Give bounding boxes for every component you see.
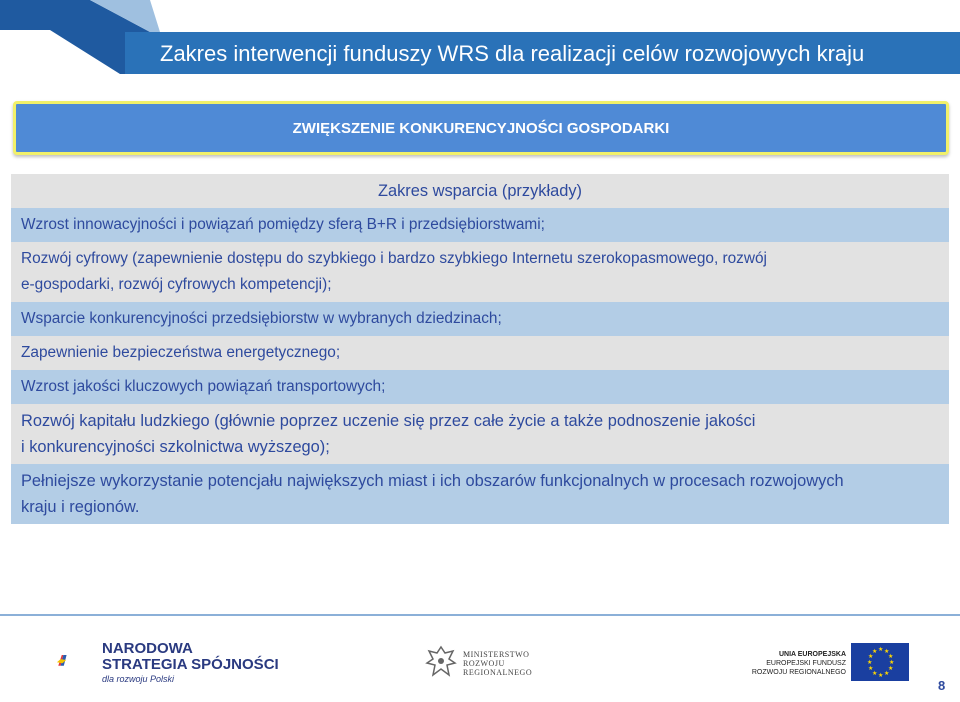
section-banner: ZWIĘKSZENIE KONKURENCYJNOŚCI GOSPODARKI [13, 101, 949, 155]
eu-flag-icon [851, 643, 909, 681]
svg-text:★: ★ [868, 665, 874, 672]
row-text: e-gospodarki, rozwój cyfrowych kompetencji); [21, 276, 332, 293]
row-text: Zapewnienie bezpieczeństwa energetycznego; [21, 344, 341, 361]
ue-line-1: UNIA EUROPEJSKA [778, 651, 846, 658]
nss-line-2: STRATEGIA SPÓJNOŚCI [102, 656, 279, 673]
svg-text:★: ★ [884, 670, 890, 677]
table-heading: Zakres wsparcia (przykłady) [11, 174, 949, 208]
table-row [11, 464, 949, 524]
mrr-line-1: MINISTERSTWO [463, 650, 530, 659]
page-title: Zakres interwencji funduszy WRS dla realizacji celów rozwojowych kraju [160, 41, 865, 66]
row-text: i konkurencyjności szkolnictwa wyższego); [21, 438, 330, 456]
ue-line-3: ROZWOJU REGIONALNEGO [751, 669, 846, 676]
page-number: 8 [938, 678, 946, 693]
svg-text:★: ★ [888, 665, 894, 672]
nss-line-3: dla rozwoju Polski [102, 674, 175, 684]
support-scope-table [11, 174, 949, 524]
svg-text:★: ★ [888, 653, 894, 660]
row-text: Wzrost innowacyjności i powiązań pomiędzy sferą B+R i przedsiębiorstwami; [21, 216, 545, 233]
row-text: Wsparcie konkurencyjności przedsiębiorstw w wybranych dziedzinach; [21, 310, 502, 327]
footer-divider [0, 614, 960, 616]
mrr-line-3: REGIONALNEGO [463, 668, 533, 677]
row-text: Rozwój cyfrowy (zapewnienie dostępu do szybkiego i bardzo szybkiego Internetu szerokopasmowego, rozwój [21, 250, 767, 267]
svg-text:★: ★ [889, 659, 895, 666]
nss-line-1: NARODOWA [102, 640, 193, 657]
table-row [11, 404, 949, 464]
table-row [11, 208, 949, 242]
table-row [11, 370, 949, 404]
table-row [11, 302, 949, 336]
mrr-line-2: ROZWOJU [463, 659, 505, 668]
table-row [11, 242, 949, 302]
svg-text:★: ★ [872, 670, 878, 677]
svg-text:★: ★ [867, 659, 873, 666]
row-text: Rozwój kapitału ludzkiego (głównie poprzez uczenie się przez całe życie a także podnoszenie jakości [21, 412, 756, 430]
svg-text:★: ★ [878, 646, 884, 653]
eagle-emblem-icon [425, 645, 457, 683]
svg-text:★: ★ [878, 672, 884, 679]
ue-line-2: EUROPEJSKI FUNDUSZ [766, 660, 846, 667]
svg-text:★: ★ [884, 648, 890, 655]
table-row [11, 336, 949, 370]
nss-logo-icon [56, 630, 102, 690]
svg-text:★: ★ [872, 648, 878, 655]
row-text: Wzrost jakości kluczowych powiązań transportowych; [21, 378, 386, 395]
row-text: kraju i regionów. [21, 498, 140, 516]
svg-text:★: ★ [868, 653, 874, 660]
row-text: Pełniejsze wykorzystanie potencjału największych miast i ich obszarów funkcjonalnych w procesach rozwojowych [21, 472, 844, 490]
